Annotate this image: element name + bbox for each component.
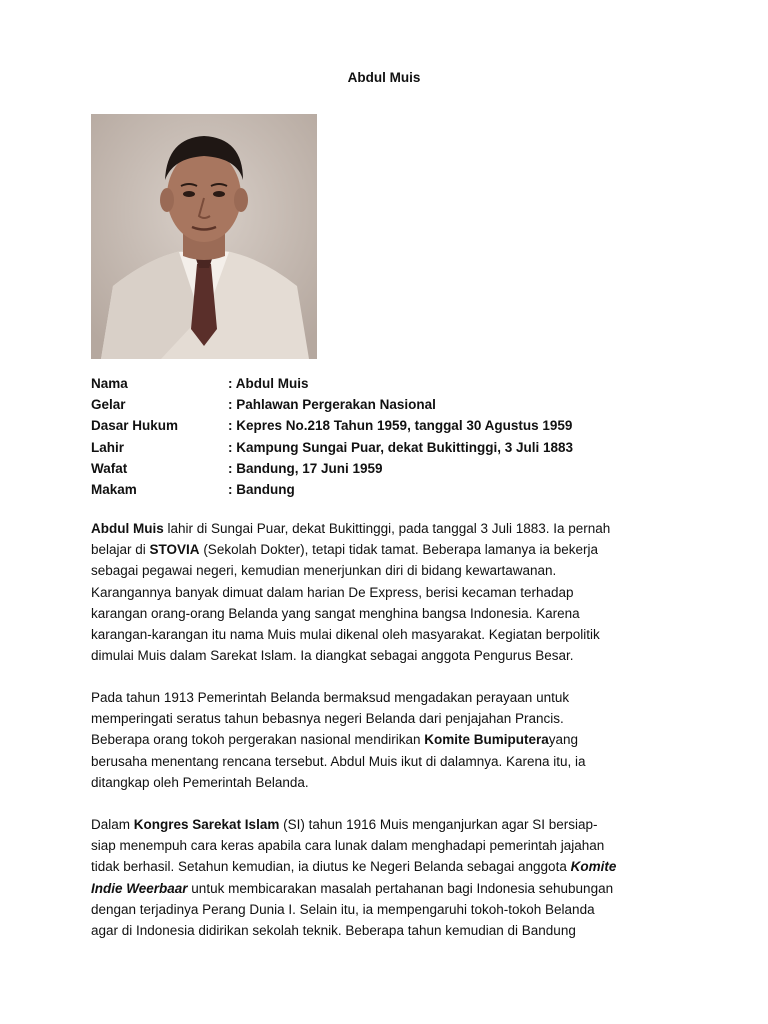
bold-italic-term: Komite <box>570 859 617 875</box>
text-run: untuk membicarakan masalah pertahanan bagi Indonesia sehubungan <box>187 880 614 896</box>
paragraph-line: dengan terjadinya Perang Dunia I. Selain itu, ia mempengaruhi tokoh-tokoh Belanda <box>91 901 595 917</box>
paragraph-line <box>91 856 691 877</box>
biodata-key: Wafat <box>91 460 128 476</box>
paragraph-line: agar di Indonesia didirikan sekolah teknik. Beberapa tahun kemudian di Bandung <box>91 923 576 939</box>
paragraph-line <box>91 878 691 899</box>
text-run: Dalam <box>91 817 134 832</box>
paragraph-line: ditangkap oleh Pemerintah Belanda. <box>91 774 309 790</box>
paragraph-line: sebagai pegawai negeri, kemudian menerjunkan diri di bidang kewartawanan. <box>91 563 557 579</box>
bold-term: STOVIA <box>149 542 200 558</box>
portrait-photo <box>91 114 317 359</box>
bold-term: Komite Bumiputera <box>424 732 549 748</box>
paragraph-line <box>91 539 691 560</box>
biodata-row <box>91 479 573 500</box>
paragraph-line <box>91 729 691 750</box>
biodata-key: Nama <box>91 376 128 391</box>
paragraph-3 <box>91 814 691 941</box>
biodata-value: : Kepres No.218 Tahun 1959, tanggal 30 Agustus 1959 <box>228 418 573 434</box>
text-run: Beberapa orang tokoh pergerakan nasional mendirikan <box>91 732 425 748</box>
biodata-list <box>91 373 573 500</box>
biodata-row <box>91 394 573 415</box>
paragraph-line: karangan-karangan itu nama Muis mulai dikenal oleh masyarakat. Kegiatan berpolitik <box>91 627 600 643</box>
biodata-row <box>91 458 573 479</box>
paragraph-line <box>91 518 691 539</box>
paragraph-line <box>91 814 691 835</box>
paragraph-2 <box>91 687 691 793</box>
paragraph-line: karangan orang-orang Belanda yang sangat menghina bangsa Indonesia. Karena <box>91 605 580 621</box>
bold-term: Kongres Sarekat Islam <box>133 817 280 832</box>
biodata-key: Makam <box>91 482 137 498</box>
text-run: (SI) tahun 1916 Muis menganjurkan agar SI bersiap- <box>279 817 598 832</box>
biodata-value: : Abdul Muis <box>228 376 309 391</box>
biodata-value: : Bandung <box>228 482 295 498</box>
document-title: Abdul Muis <box>347 70 421 85</box>
biodata-row <box>91 437 573 458</box>
bold-italic-term: Indie Weerbaar <box>91 880 188 896</box>
biodata-key: Gelar <box>91 397 126 413</box>
text-run: tidak berhasil. Setahun kemudian, ia diutus ke Negeri Belanda sebagai anggota <box>91 859 571 875</box>
paragraph-line: memperingati seratus tahun bebasnya negeri Belanda dari penjajahan Prancis. <box>91 711 564 727</box>
biodata-value: : Pahlawan Pergerakan Nasional <box>228 397 436 413</box>
bold-term: Abdul Muis <box>91 521 164 536</box>
paragraph-line: Karangannya banyak dimuat dalam harian De Express, berisi kecaman terhadap <box>91 584 574 600</box>
paragraph-line: siap menempuh cara keras apabila cara lunak dalam menghadapi pemerintah jajahan <box>91 838 605 854</box>
paragraph-1 <box>91 518 691 666</box>
text-run: lahir di Sungai Puar, dekat Bukittinggi, pada tanggal 3 Juli 1883. Ia pernah <box>163 521 611 536</box>
biodata-row <box>91 415 573 436</box>
biodata-key: Dasar Hukum <box>91 418 179 434</box>
portrait-illustration <box>91 114 317 359</box>
text-run: (Sekolah Dokter), tetapi tidak tamat. Beberapa lamanya ia bekerja <box>199 542 599 558</box>
text-run: yang <box>548 732 579 748</box>
biodata-value: : Bandung, 17 Juni 1959 <box>228 460 383 476</box>
text-run: belajar di <box>91 542 150 558</box>
paragraph-line: dimulai Muis dalam Sarekat Islam. Ia diangkat sebagai anggota Pengurus Besar. <box>91 648 574 664</box>
biodata-value: : Kampung Sungai Puar, dekat Bukittinggi, 3 Juli 1883 <box>228 439 574 455</box>
paragraph-line: berusaha menentang rencana tersebut. Abdul Muis ikut di dalamnya. Karena itu, ia <box>91 753 586 769</box>
biodata-row <box>91 373 573 394</box>
biodata-key: Lahir <box>91 439 125 455</box>
paragraph-line: Pada tahun 1913 Pemerintah Belanda bermaksud mengadakan perayaan untuk <box>91 690 570 705</box>
